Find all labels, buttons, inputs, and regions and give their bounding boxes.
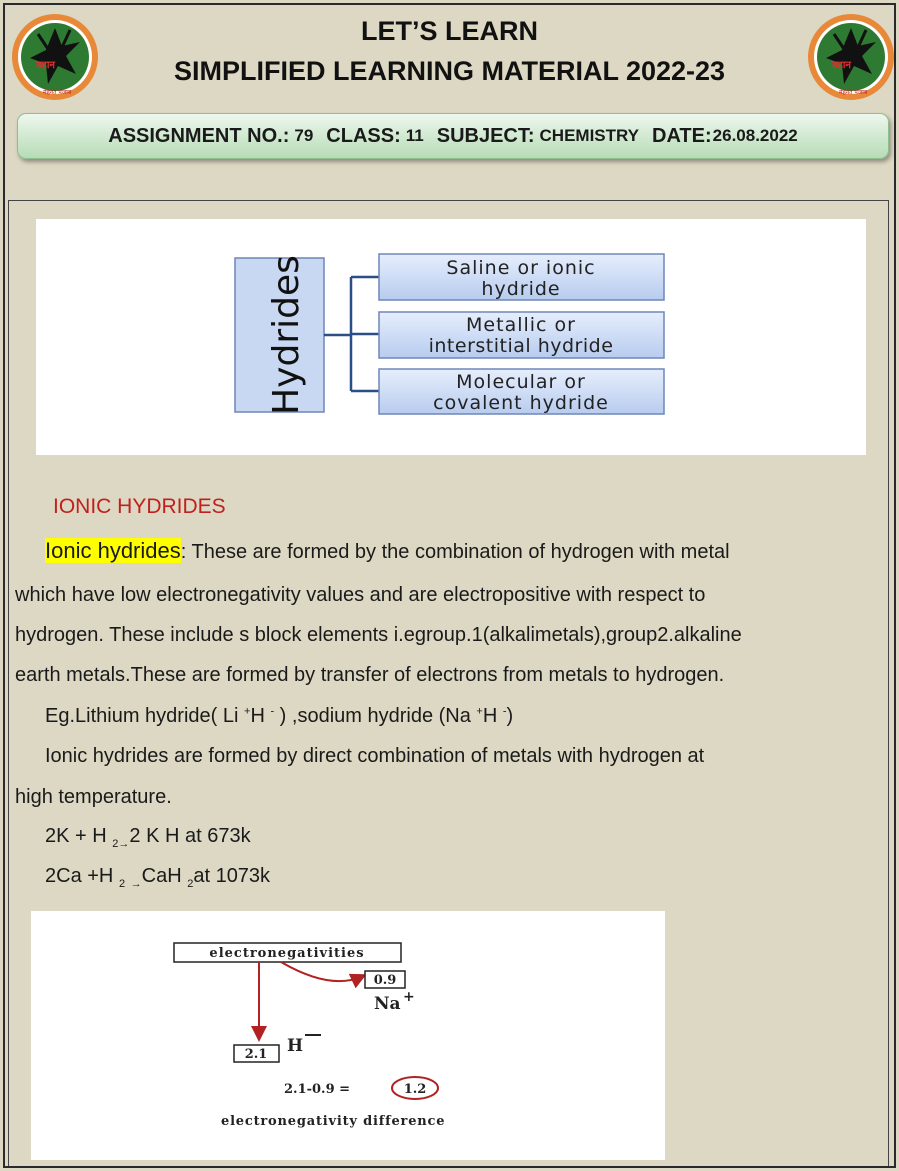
date-label: DATE:: [652, 124, 712, 147]
highlighted-term: Ionic hydrides: [45, 538, 181, 563]
assignment-value: 79: [294, 126, 314, 145]
example-line: Eg.Lithium hydride( Li +H - ) ,sodium hydride (Na +H -): [45, 705, 514, 727]
equation-2: 2Ca +H $_2$ $_\to$CaH $_2$at 1073k: [45, 865, 271, 890]
arrow-to-na: [281, 962, 363, 981]
paragraph-line: high temperature.: [15, 786, 172, 808]
hydride-diagram: [36, 219, 866, 455]
svg-text:Metallic or: Metallic or: [466, 314, 576, 336]
section-heading: IONIC HYDRIDES: [53, 495, 226, 518]
class-value: 11: [405, 126, 424, 145]
svg-text:0.9: 0.9: [373, 973, 397, 988]
class-label: CLASS:: [326, 124, 401, 147]
svg-text:उड़ान: उड़ान: [832, 60, 851, 71]
svg-text:2.1-0.9 =: 2.1-0.9 =: [284, 1082, 351, 1097]
header-subtitle: SIMPLIFIED LEARNING MATERIAL 2022-23: [173, 56, 726, 86]
date-value: 26.08.2022: [712, 126, 798, 145]
svg-text:H: H: [287, 1036, 304, 1056]
electronegativity-panel: [31, 911, 665, 1160]
svg-text:मेहनत पंजाब: मेहनत पंजाब: [839, 89, 868, 96]
svg-text:Saline or ionic: Saline or ionic: [446, 257, 596, 279]
svg-text:Na: Na: [374, 994, 401, 1014]
paragraph-line: which have low electronegativity values and are electropositive with respect to: [15, 584, 706, 606]
paragraph-line: Ionic hydrides are formed by direct combination of metals with hydrogen at: [45, 745, 705, 767]
hydrides-root-label: Hydrides: [266, 255, 307, 415]
svg-text:Molecular or: Molecular or: [456, 371, 586, 393]
svg-text:covalent hydride: covalent hydride: [433, 392, 609, 414]
svg-text:2.1: 2.1: [244, 1047, 268, 1062]
svg-text:उड़ान: उड़ान: [36, 60, 55, 71]
connector-lines: [324, 277, 379, 391]
svg-text:+: +: [403, 989, 415, 1005]
header-title: LET’S LEARN: [360, 16, 538, 46]
paragraph-line: hydrogen. These include s block elements i.egroup.1(alkalimetals),group2.alkaline: [15, 624, 742, 646]
svg-text:1.2: 1.2: [403, 1082, 427, 1097]
equation-1: 2K + H $_{2\to}$2 K H at 673k: [45, 825, 251, 850]
hydride-diagram-panel: [36, 219, 866, 455]
subject-value: CHEMISTRY: [539, 126, 640, 145]
assignment-label: ASSIGNMENT NO.:: [108, 124, 290, 147]
svg-text:electronegativity difference: electronegativity difference: [221, 1114, 446, 1129]
svg-text:electronegativities: electronegativities: [209, 946, 365, 961]
assignment-banner: [17, 113, 889, 159]
svg-text:interstitial hydride: interstitial hydride: [428, 335, 614, 357]
paragraph-line: earth metals.These are formed by transfer of electrons from metals to hydrogen.: [15, 664, 725, 686]
svg-text:hydride: hydride: [481, 278, 561, 300]
paragraph-line: Ionic hydrides: These are formed by the combination of hydrogen with metal: [45, 538, 730, 563]
subject-label: SUBJECT:: [436, 124, 535, 147]
electronegativity-diagram: [31, 911, 665, 1160]
svg-text:मेहनत पंजाब: मेहनत पंजाब: [43, 89, 72, 96]
